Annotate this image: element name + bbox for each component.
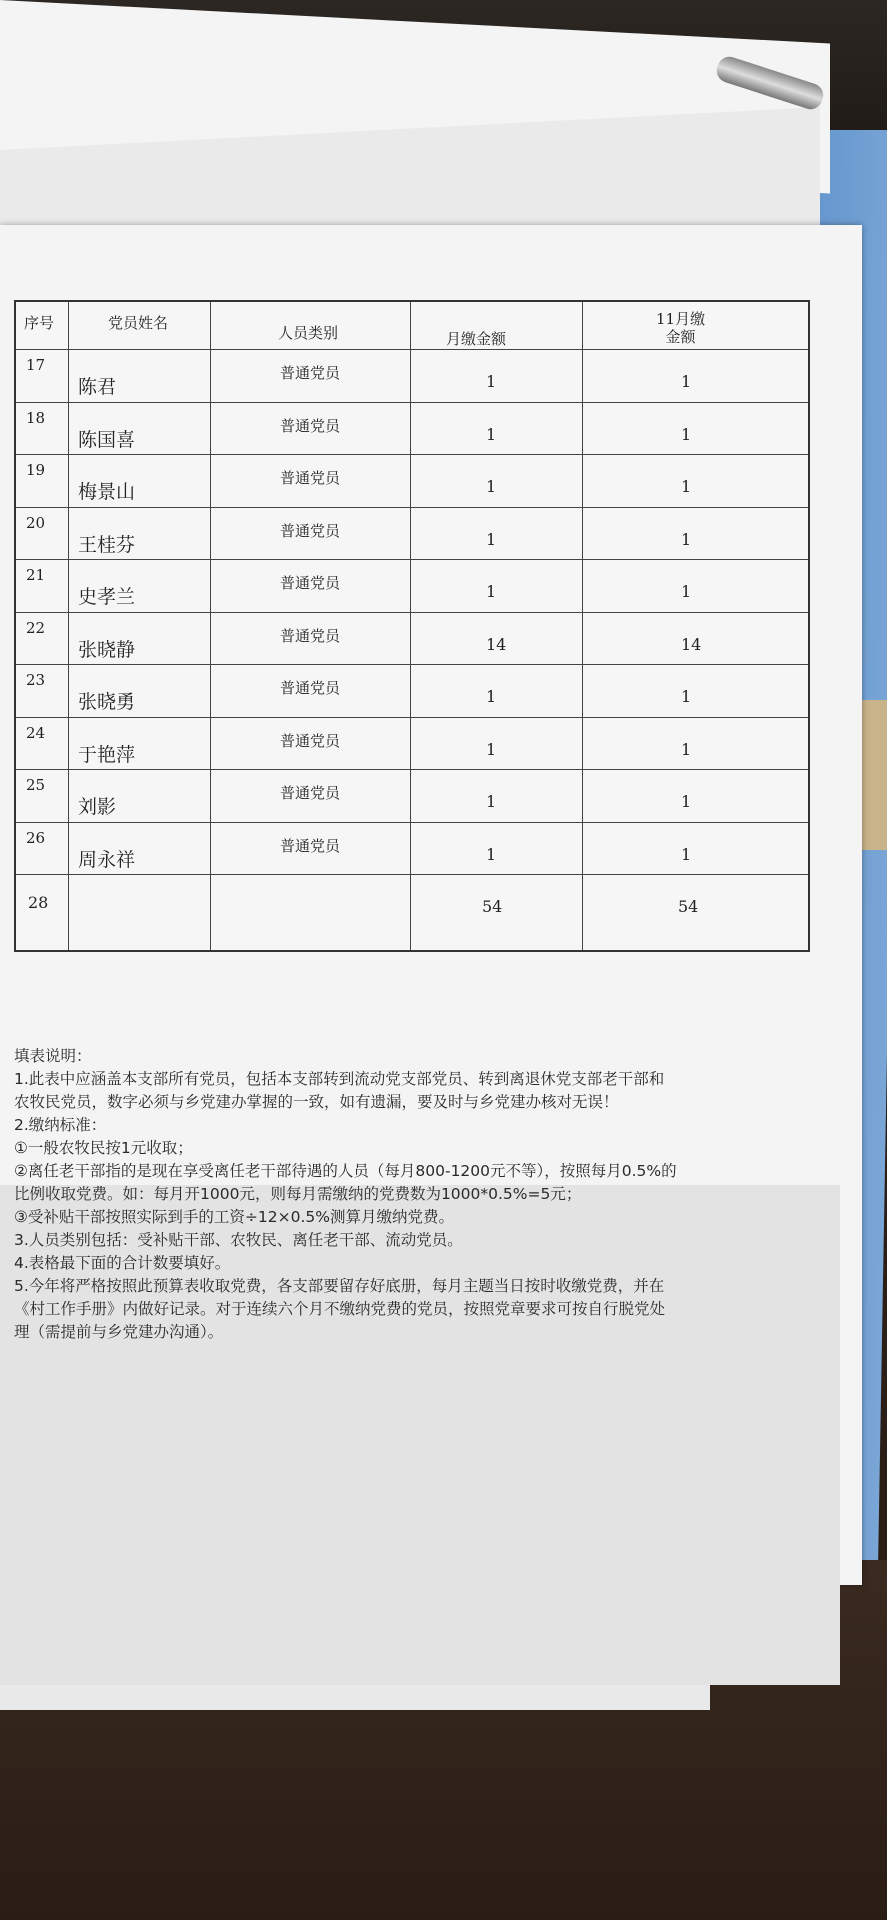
row-seq: 18 (26, 408, 46, 427)
table-total-row (16, 875, 808, 950)
row-monthly: 1 (486, 477, 497, 496)
row-name: 梅景山 (78, 481, 136, 503)
row-monthly: 1 (486, 582, 497, 601)
row-category: 普通党员 (280, 469, 341, 487)
row-category: 普通党员 (280, 731, 341, 750)
row-name: 陈国喜 (78, 428, 136, 451)
table-row (16, 508, 808, 561)
row-november: 1 (681, 792, 692, 811)
note-line: 5.今年将严格按照此预算表收取党费，各支部要留存好底册，每月主题当日按时收缴党费，并在 (14, 1277, 665, 1295)
table-header-row (16, 302, 808, 350)
row-november: 1 (681, 844, 692, 864)
note-line: ③受补贴干部按照实际到手的工资÷12×0.5%测算月缴纳党费。 (14, 1208, 454, 1226)
note-line: 2.缴纳标准： (14, 1116, 107, 1134)
row-monthly: 14 (486, 634, 507, 654)
row-name: 王桂芬 (78, 533, 136, 556)
table-row (16, 455, 808, 508)
row-seq: 19 (26, 461, 46, 479)
row-seq: 21 (26, 566, 46, 584)
row-november: 1 (681, 477, 692, 496)
folder-tab (862, 700, 887, 850)
row-name: 史孝兰 (78, 586, 136, 608)
row-seq: 20 (26, 513, 46, 532)
total-november: 54 (678, 897, 699, 916)
row-seq: 26 (26, 828, 46, 847)
row-november: 1 (681, 582, 692, 601)
note-line: 3.人员类别包括：受补贴干部、农牧民、离任老干部、流动党员。 (14, 1231, 463, 1249)
row-november: 1 (681, 424, 692, 444)
row-monthly: 1 (486, 844, 497, 864)
row-monthly: 1 (486, 739, 497, 759)
row-monthly: 1 (486, 372, 497, 391)
total-seq: 28 (28, 893, 49, 912)
header-monthly: 月缴金额 (446, 330, 507, 348)
table-row (16, 770, 808, 823)
note-line: 《村工作手册》内做好记录。对于连续六个月不缴纳党费的党员，按照党章要求可按自行脱党处 (14, 1300, 666, 1318)
note-line: 1.此表中应涵盖本支部所有党员，包括本支部转到流动党支部党员、转到离退休党支部老干部和 (14, 1070, 665, 1088)
table-row (16, 350, 808, 403)
total-monthly: 54 (482, 897, 503, 916)
row-name: 张晓勇 (78, 691, 136, 713)
note-line: ②离任老干部指的是现在享受离任老干部待遇的人员（每月800-1200元不等），按照每月0.5%的 (14, 1162, 677, 1180)
note-line: 比例收取党费。如：每月开1000元，则每月需缴纳的党费数为1000*0.5%=5元； (14, 1185, 582, 1203)
row-category: 普通党员 (280, 416, 341, 435)
row-category: 普通党员 (280, 679, 341, 697)
row-category: 普通党员 (280, 521, 341, 540)
row-monthly: 1 (486, 424, 497, 444)
row-november: 1 (681, 687, 692, 706)
row-name: 张晓静 (78, 638, 136, 661)
filling-instructions (14, 1045, 824, 1344)
row-seq: 17 (26, 356, 46, 374)
row-monthly: 1 (486, 687, 497, 706)
row-name: 陈君 (78, 376, 117, 398)
table-row (16, 665, 808, 718)
row-monthly: 1 (486, 792, 497, 811)
header-seq: 序号 (24, 314, 55, 332)
row-november: 1 (681, 529, 692, 549)
notes-title: 填表说明： (14, 1047, 92, 1065)
note-line: 理（需提前与乡党建办沟通）。 (14, 1323, 224, 1341)
table-row (16, 823, 808, 876)
row-category: 普通党员 (280, 836, 341, 855)
header-category: 人员类别 (278, 324, 339, 342)
dues-table (14, 300, 810, 952)
row-seq: 24 (26, 723, 46, 742)
row-seq: 23 (26, 671, 46, 689)
row-monthly: 1 (486, 529, 497, 549)
row-seq: 22 (26, 618, 46, 637)
table-row (16, 613, 808, 666)
table-row (16, 560, 808, 613)
row-seq: 25 (26, 776, 46, 794)
row-category: 普通党员 (280, 574, 341, 592)
row-category: 普通党员 (280, 626, 341, 645)
note-line: 农牧民党员，数字必须与乡党建办掌握的一致，如有遗漏，要及时与乡党建办核对无误！ (14, 1093, 619, 1111)
row-november: 1 (681, 739, 692, 759)
row-category: 普通党员 (280, 784, 341, 802)
note-line: 4.表格最下面的合计数要填好。 (14, 1254, 231, 1272)
table-row (16, 403, 808, 456)
table-row (16, 718, 808, 771)
row-name: 周永祥 (78, 848, 136, 871)
header-name: 党员姓名 (108, 314, 169, 332)
header-november: 11月缴 金额 (656, 310, 706, 346)
row-name: 刘影 (78, 796, 117, 818)
note-line: ①一般农牧民按1元收取； (14, 1139, 193, 1157)
row-category: 普通党员 (280, 364, 341, 382)
row-november: 14 (681, 634, 702, 654)
row-name: 于艳萍 (78, 743, 136, 766)
row-november: 1 (681, 372, 692, 391)
